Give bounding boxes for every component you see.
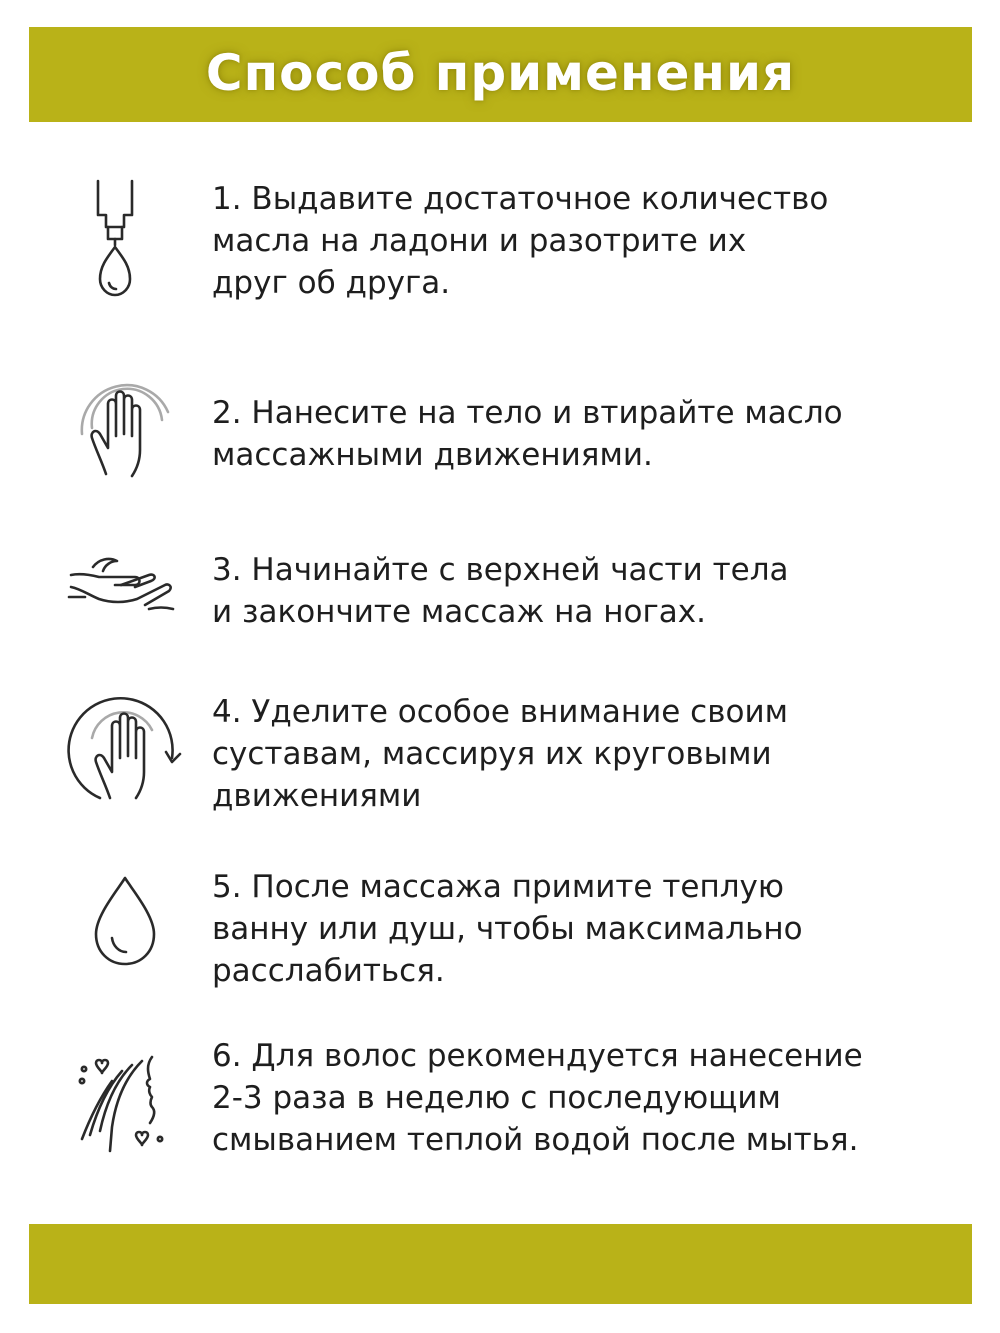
step-1-text: 1. Выдавите достаточное количество масла на ладони и разотрите их друг об друга. — [212, 181, 829, 301]
woman-hair-hearts-icon — [70, 1047, 180, 1157]
step-3-text: 3. Начинайте с верхней части тела и закончите массаж на ногах. — [212, 552, 789, 630]
step-4-text: 4. Уделите особое внимание своим суставам, массируя их круговыми движениями — [212, 694, 788, 814]
hand-massage-icon — [70, 370, 180, 490]
hand-circular-motion-icon — [62, 686, 187, 816]
step-5-text: 5. После массажа примите теплую ванну или душ, чтобы максимально расслабиться. — [212, 869, 803, 989]
step-2-text: 2. Нанесите на тело и втирайте масло массажными движениями. — [212, 395, 843, 473]
footer-banner — [29, 1224, 972, 1304]
header-banner — [29, 27, 972, 122]
page-title: Способ применения — [205, 43, 796, 102]
dropper-drop-icon — [70, 175, 160, 315]
open-palm-oil-icon — [65, 545, 180, 625]
step-6-text: 6. Для волос рекомендуется нанесение 2-3 раза в неделю с последующим смыванием теплой водой после мытья. — [212, 1038, 863, 1158]
water-drop-icon — [80, 872, 170, 972]
